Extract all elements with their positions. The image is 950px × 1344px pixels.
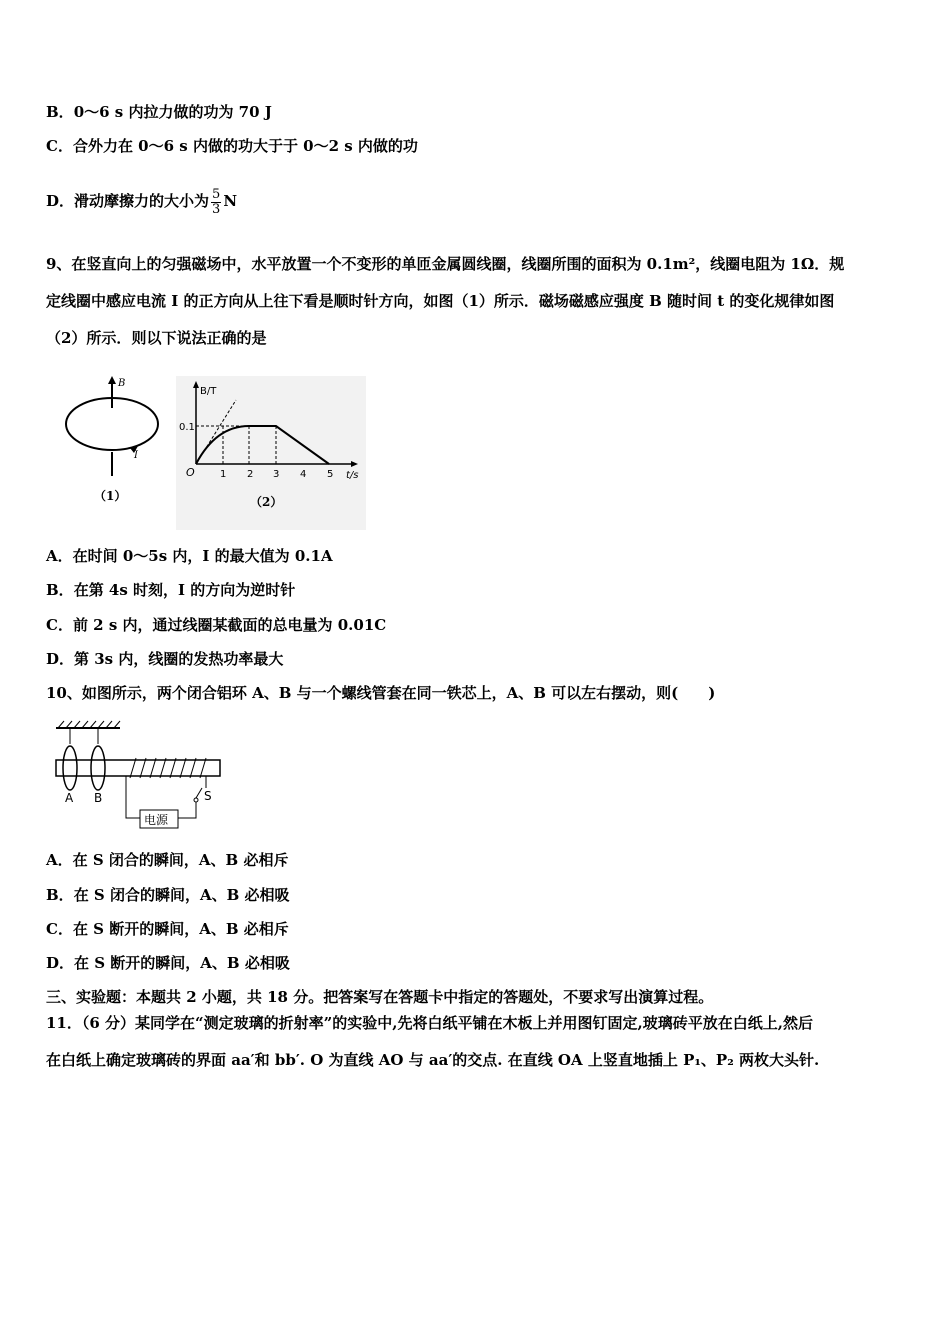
y-tick-0-1: 0.1 bbox=[179, 422, 195, 433]
x-tick-4: 4 bbox=[300, 469, 307, 480]
q9-stem-line2: 定线圈中感应电流 I 的正方向从上往下看是顺时针方向，如图（1）所示．磁场磁感应强度 B 随时间 t 的变化规律如图 bbox=[46, 292, 835, 310]
fig1-caption: （1） bbox=[94, 489, 127, 503]
section3-heading: 三、实验题：本题共 2 小题，共 18 分。把答案写在答题卡中指定的答题处，不要求写出演算过程。 bbox=[46, 988, 714, 1006]
ring-a bbox=[63, 746, 77, 790]
x-tick-2: 2 bbox=[247, 469, 254, 480]
x-tick-5: 5 bbox=[327, 469, 334, 480]
q10-option-c: C．在 S 断开的瞬间，A、B 必相斥 bbox=[46, 920, 289, 938]
q8-option-d: D．滑动摩擦力的大小为 $\frac{5}{3}$ N bbox=[46, 186, 238, 217]
x-label: t/s bbox=[346, 470, 359, 481]
power-label: 电源 bbox=[144, 813, 169, 827]
q10-option-a: A．在 S 闭合的瞬间，A、B 必相斥 bbox=[46, 851, 289, 869]
x-tick-1: 1 bbox=[220, 469, 227, 480]
ring-b bbox=[91, 746, 105, 790]
fraction: $\frac{5}{3}$ bbox=[212, 186, 221, 217]
wire-right bbox=[178, 802, 196, 818]
q9-stem-line1: 9、在竖直向上的匀强磁场中，水平放置一个不变形的单匝金属圆线圈，线圈所围的面积为 0.1m²，线圈电阻为 1Ω．规 bbox=[46, 255, 845, 273]
label-s: S bbox=[204, 789, 212, 803]
x-tick-3: 3 bbox=[273, 469, 280, 480]
label-i: I bbox=[134, 450, 138, 461]
iron-core bbox=[56, 760, 220, 776]
fig2-caption: （2） bbox=[250, 495, 283, 509]
q10-stem: 10、如图所示，两个闭合铝环 A、B 与一个螺线管套在同一铁芯上，A、B 可以左右摆动，则( ) bbox=[46, 684, 716, 702]
y-label: B/T bbox=[200, 386, 217, 397]
q11-line1: 11．（6 分）某同学在“测定玻璃的折射率”的实验中,先将白纸平铺在木板上并用图钉固定,玻璃砖平放在白纸上,然后 bbox=[46, 1014, 813, 1032]
label-b: B bbox=[118, 378, 126, 389]
solenoid-figure bbox=[50, 718, 230, 836]
q9-stem-line3: （2）所示．则以下说法正确的是 bbox=[46, 329, 267, 347]
q9-option-b: B．在第 4s 时刻，I 的方向为逆时针 bbox=[46, 581, 296, 599]
q9-option-d: D．第 3s 内，线圈的发热功率最大 bbox=[46, 650, 284, 668]
bt-graph bbox=[176, 376, 366, 530]
label-a: A bbox=[65, 791, 74, 805]
solenoid-coil bbox=[130, 758, 206, 778]
q9-option-a: A．在时间 0～5s 内，I 的最大值为 0.1A bbox=[46, 547, 333, 565]
label-b-ring: B bbox=[94, 791, 103, 805]
q9-option-c: C．前 2 s 内，通过线圈某截面的总电量为 0.01C bbox=[46, 616, 387, 634]
q10-option-b: B．在 S 闭合的瞬间，A、B 必相吸 bbox=[46, 886, 290, 904]
coil-figure bbox=[58, 372, 168, 512]
q8-option-c: C．合外力在 0～6 s 内做的功大于于 0～2 s 内做的功 bbox=[46, 137, 418, 155]
origin-label: O bbox=[186, 466, 195, 479]
switch-lever bbox=[196, 788, 202, 798]
switch-contact bbox=[194, 798, 198, 802]
q10-option-d: D．在 S 断开的瞬间，A、B 必相吸 bbox=[46, 954, 290, 972]
ceiling-hatch bbox=[58, 721, 120, 728]
q11-line2: 在白纸上确定玻璃砖的界面 aa′和 bb′. O 为直线 AO 与 aa′的交点. 在直线 OA 上竖直地插上 P₁、P₂ 两枚大头针. bbox=[46, 1051, 820, 1069]
q8-option-b: B．0～6 s 内拉力做的功为 70 J bbox=[46, 103, 272, 121]
b-arrow-head bbox=[108, 376, 116, 384]
